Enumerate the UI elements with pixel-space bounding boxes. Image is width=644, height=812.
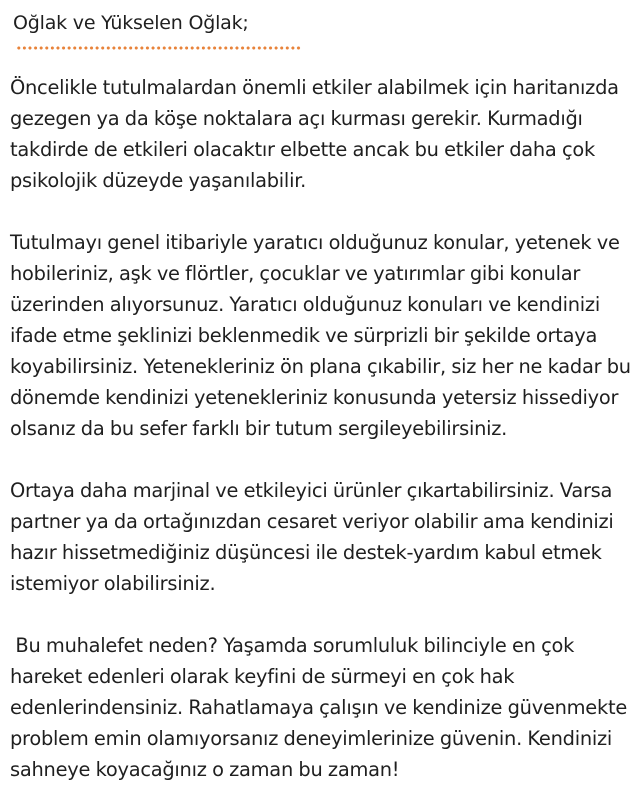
document-title: Oğlak ve Yükselen Oğlak; (13, 12, 249, 34)
paragraph-1: Öncelikle tutulmalardan önemli etkiler alabilmek için haritanızda gezegen ya da köşe noktalara açı kurması gerekir. Kurmadığı takdirde de etkileri olacaktır elbette ancak bu etkiler daha çok psikolojik düzeyde yaşanılabilir. (10, 76, 619, 192)
dotted-divider (16, 46, 302, 50)
paragraph-4: Bu muhalefet neden? Yaşamda sorumluluk bilinciyle en çok hareket edenleri olarak keyfini de sürmeyi en çok hak edenlerindensiniz. Rahatlamaya çalışın ve kendinize güvenmekte problem emin olamıyorsanız deneyimlerinize güvenin. Kendinizi sahneye koyacağınız o zaman bu zaman! (10, 634, 633, 781)
paragraph-2: Tutulmayı genel itibariyle yaratıcı olduğunuz konular, yetenek ve hobileriniz, aşk ve flörtler, çocuklar ve yatırımlar gibi konular üzerinden alıyorsunuz. Yaratıcı olduğunuz konuları ve kendinizi ifade etme şeklinizi beklenmedik ve sürprizli bir şekilde ortaya koyabilirsiniz. Yetenekleriniz ön plana çıkabilir, siz her ne kadar bu dönemde kendinizi yetenekleriniz konusunda yetersiz hissediyor olsanız da bu sefer farklı bir tutum sergileyebilirsiniz. (10, 231, 631, 440)
paragraph-3: Ortaya daha marjinal ve etkileyici ürünler çıkartabilirsiniz. Varsa partner ya da ortağınızdan cesaret veriyor olabilir ama kendinizi hazır hissetmediğiniz düşüncesi ile destek-yardım kabul etmek istemiyor olabilirsiniz. (10, 479, 614, 595)
document-body (10, 72, 634, 785)
